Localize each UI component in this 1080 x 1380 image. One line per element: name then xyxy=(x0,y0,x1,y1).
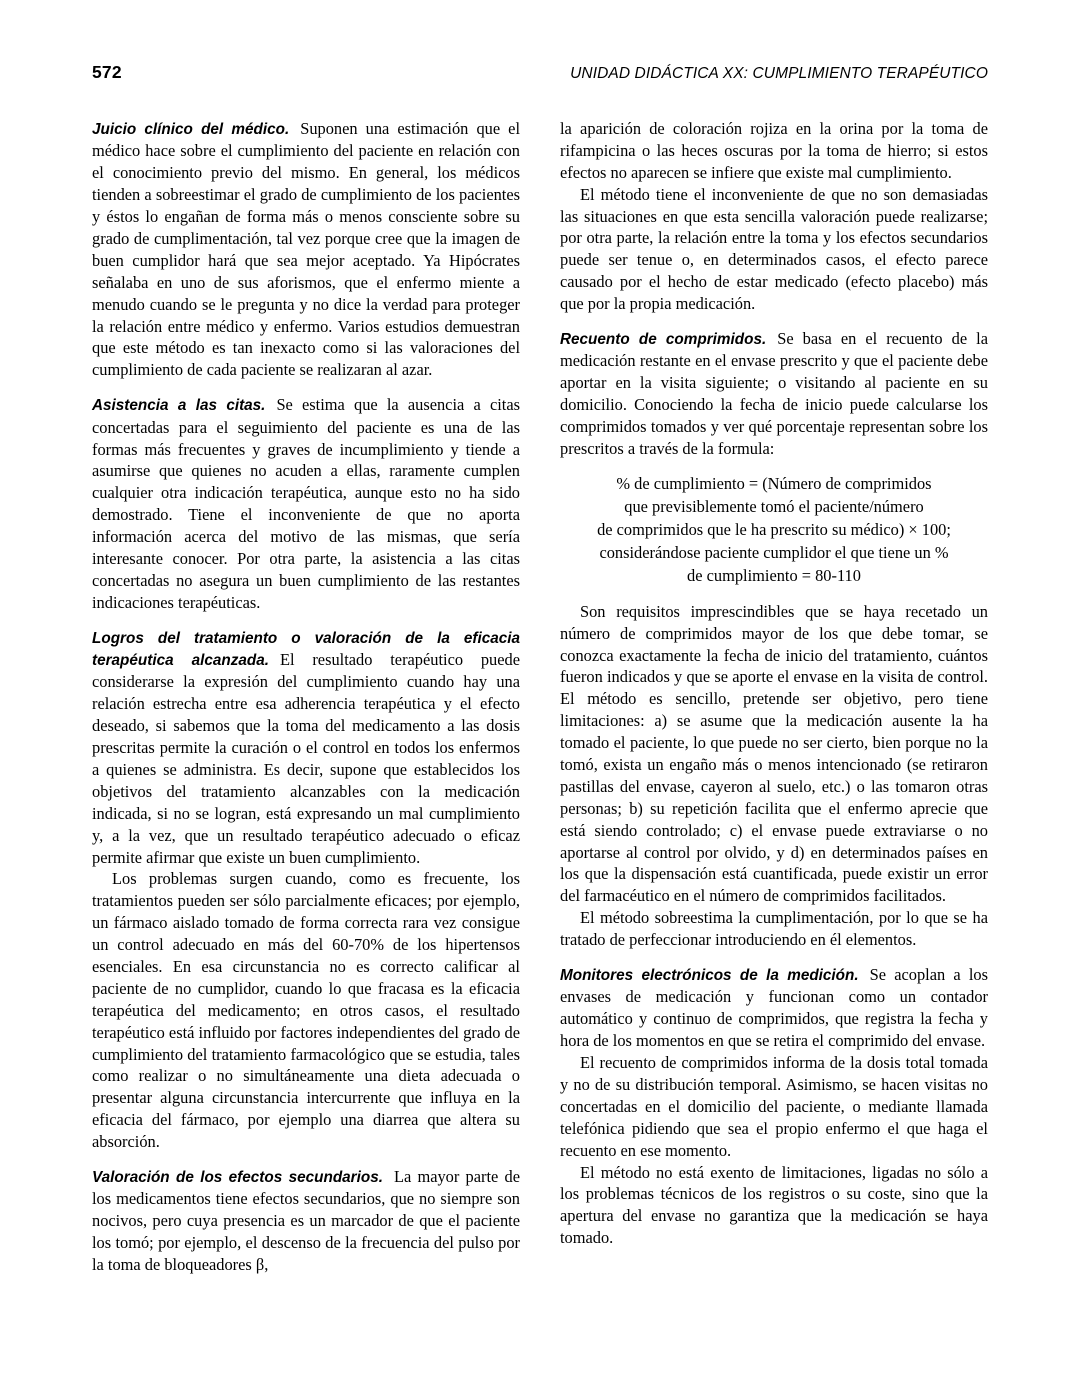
two-column-body xyxy=(92,118,988,1289)
section-text: El resultado terapéutico puede considerarse la expresión del cumplimiento cuando hay una relación estrecha entre esa adherencia terapéutica y el efecto deseado, si sabemos que la toma del medicamento a las dosis prescritas permite la curación o el control en todos los enfermos a quienes se administra. Es decir, supone que establecidos los objetivos del tratamiento alcanzables con la medicación indicada, si no se logran, está expresando un mal cumplimiento y, a la vez, que un resultado terapéutico adecuado o eficaz permite afirmar que existe un buen cumplimiento. xyxy=(92,650,520,867)
paragraph-continuation xyxy=(560,118,988,315)
formula-line: de comprimidos que le ha prescrito su médico) × 100; xyxy=(597,519,951,539)
formula-line: que previsiblemente tomó el paciente/número xyxy=(624,496,924,516)
section-text: El método sobreestima la cumplimentación, por lo que se ha tratado de perfeccionar introduciendo en él elementos. xyxy=(560,908,988,950)
formula-line: de cumplimiento = 80-110 xyxy=(687,565,861,585)
formula-line: considerándose paciente cumplidor el que tiene un % xyxy=(599,542,949,562)
left-column xyxy=(92,118,520,1289)
section-text: El recuento de comprimidos informa de la dosis total tomada y no de su distribución temporal. Asimismo, se hacen visitas no concertadas en el domicilio del paciente, o mediante llamada telefónica pidiendo que sea el propio enfermo el que haga el recuento en ese momento. xyxy=(560,1053,988,1160)
section-text: Los problemas surgen cuando, como es frecuente, los tratamientos pueden ser sólo parcialmente eficaces; por ejemplo, un fármaco aislado tomado de forma correcta rara vez consigue un control adecuado en más del 60-70% de los hipertensos esenciales. En esa circunstancia no es correcto calificar al paciente de no cumplidor, cuando lo que fracasa es la eficacia terapéutica del medicamento; en otros casos, el resultado terapéutico está influido por factores independientes del grado de cumplimiento del tratamiento farmacológico que se estudia, tales como realizar o no simultáneamente una dieta adecuada o presentar alguna circunstancia intercurrente que influya en la eficacia del fármaco, por ejemplo una diarrea que altera su absorción. xyxy=(92,869,520,1152)
page-header xyxy=(92,62,988,83)
section-monitores-electronicos xyxy=(560,964,988,1249)
section-heading: Juicio clínico del médico. xyxy=(92,121,290,138)
section-heading: Recuento de comprimidos. xyxy=(560,331,767,349)
section-text: Suponen una estimación que el médico hace sobre el cumplimiento del paciente en relación con el conocimiento previo del mismo. En general, los médicos tienden a sobreestimar el grado de cumplimiento de los pacientes y éstos lo engañan de forma más o menos consciente sobre su grado de cumplimentación, tal vez porque cree que la imagen de buen cumplidor hará que sea mejor aceptado. Ya Hipócrates señalaba en uno de sus aforismos, que el enfermo miente a menudo cuando se le pregunta y no dice la verdad para proteger la relación entre médico y enfermo. Varios estudios demuestran que este método es tan inexacto como si las valoraciones del cumplimiento de cada paciente se realizaran al azar. xyxy=(92,119,520,380)
formula-block xyxy=(560,473,988,588)
section-heading: Monitores electrónicos de la medición. xyxy=(560,966,859,984)
section-text: La mayor parte de los medicamentos tiene efectos secundarios, que no siempre son nocivos, pero cuya presencia es un marcador de que el paciente los tomó; por ejemplo, el descenso de la frecuencia del pulso por la toma de bloqueadores β, xyxy=(92,1167,520,1275)
section-heading: Asistencia a las citas. xyxy=(92,397,266,415)
section-text: Se basa en el recuento de la medicación restante en el envase prescrito y que el paciente debe aportar en la visita siguiente; o visitando al paciente en su domicilio. Conociendo la fecha de inicio puede calcularse los comprimidos tomados y ver qué porcentaje representan sobre los prescritos a través de la formula: xyxy=(560,329,989,458)
section-recuento-comprimidos xyxy=(560,328,988,460)
section-text: la aparición de coloración rojiza en la orina por la toma de rifampicina o las heces oscuras por la toma de hierro; si estos efectos no aparecen se infiere que existe mal cumplimiento. xyxy=(560,119,988,182)
section-asistencia-citas xyxy=(92,394,520,613)
section-heading: Valoración de los efectos secundarios. xyxy=(92,1169,383,1187)
section-text: Se acoplan a los envases de medicación y funcionan como un contador automático y continuo de comprimidos, que registra la fecha y hora de los momentos en que se retira el comprimido del envase. xyxy=(560,964,988,1051)
section-text: Se estima que la ausencia a citas concertadas para el seguimiento del paciente es una de las formas más frecuentes y graves de incumplimiento y tiende a asumirse que quienes no acuden a ellas, raramente cumplen cualquier otra indicación terapéutica, aunque esto no ha sido demostrado. Tiene el inconveniente de que no aporta información acerca del motivo de las mismas, que sería interesante conocer. Por otra parte, la asistencia a las citas concertadas no asegura un buen cumplimiento de las restantes indicaciones terapéuticas. xyxy=(92,395,520,612)
paragraphs-after-formula xyxy=(560,601,988,951)
section-logros-tratamiento xyxy=(92,627,520,1153)
running-title: UNIDAD DIDÁCTICA XX: CUMPLIMIENTO TERAPÉUTICO xyxy=(570,65,988,82)
section-text: El método tiene el inconveniente de que no son demasiadas las situaciones en que esta sencilla valoración puede realizarse; por otra parte, la relación entre la toma y los efectos secundarios puede ser tenue o, en determinados casos, el efecto parece causado por el hecho de estar medicado (efecto placebo) más que por la propia medicación. xyxy=(560,184,988,314)
section-heading: Logros del tratamiento o valoración de la eficacia terapéutica alcanzada. xyxy=(92,629,520,670)
right-column xyxy=(560,118,988,1289)
section-text: El método no está exento de limitaciones, ligadas no sólo a los problemas técnicos de los registros o su coste, sino que la apertura del envase no garantiza que la medicación se haya tomado. xyxy=(560,1162,988,1248)
section-juicio-clinico xyxy=(92,118,520,381)
section-valoracion-efectos xyxy=(92,1166,520,1276)
section-text: Son requisitos imprescindibles que se haya recetado un número de comprimidos mayor de los que debe tomar, se conozca exactamente la fecha de inicio del tratamiento, cuántos fueron indicados y que se aporte el envase en la visita de control. El método es sencillo, pretende ser objetivo, pero tiene limitaciones: a) se asume que la medicación ausente la ha tomado el paciente, lo que puede no ser cierto, bien porque no la tomó, exista un engaño más o menos intencionado (se retiraron pastillas del envase, cayeron al suelo, etc.) o las tomaron otras personas; b) su repetición facilita que el enfermo aprecie que está siendo controlado; c) el envase puede extraviarse o no aportarse al control por olvido, y d) en determinados países en los que la dispensación está cuantificada, puede existir un error del farmacéutico en el número de comprimidos facilitados. xyxy=(560,601,988,906)
formula-line: % de cumplimiento = (Número de comprimidos xyxy=(616,473,932,493)
page-number: 572 xyxy=(92,62,122,82)
